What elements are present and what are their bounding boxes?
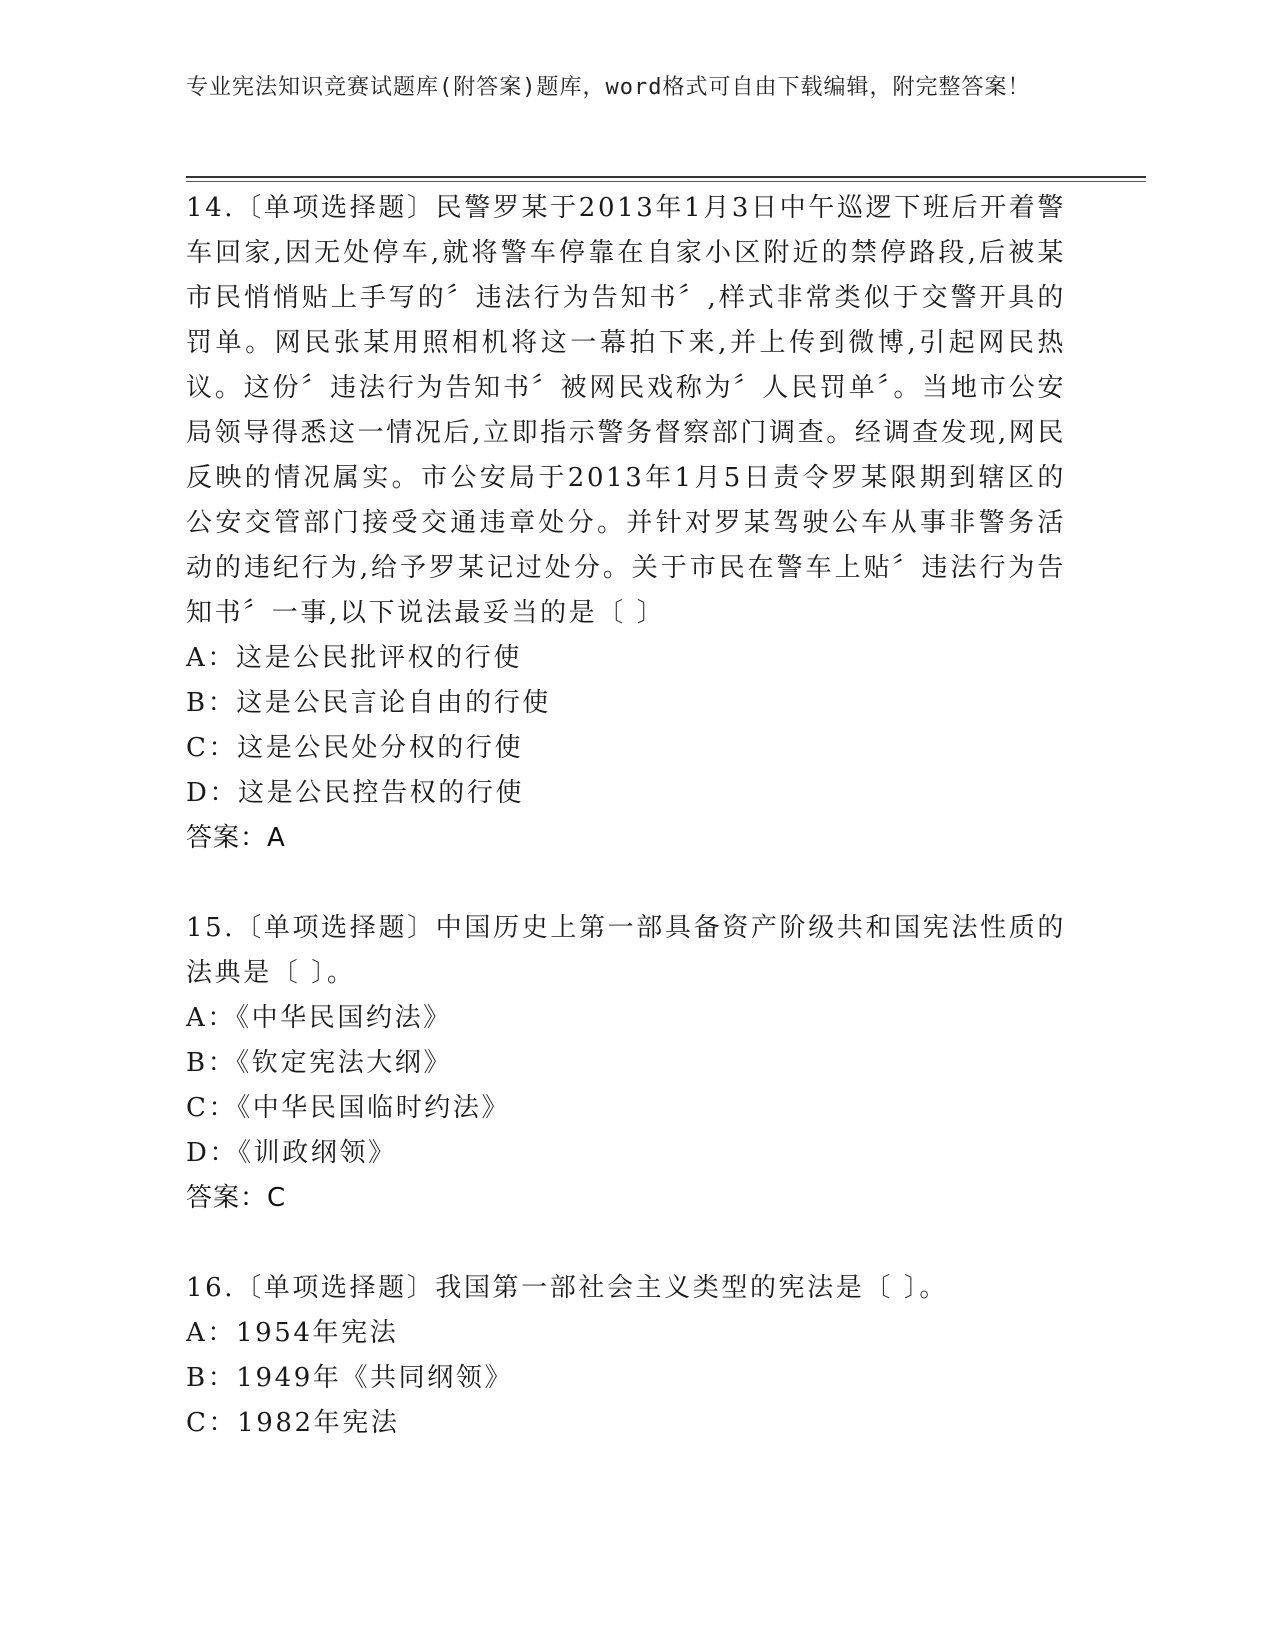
option-c: C：1982年宪法 xyxy=(186,1408,400,1438)
option-b: B：1949年《共同纲领》 xyxy=(186,1363,514,1393)
option-a: A：《中华民国约法》 xyxy=(186,1003,452,1033)
question-15 xyxy=(186,906,1066,1221)
question-16 xyxy=(186,1266,1066,1446)
question-list xyxy=(186,186,1066,1446)
option-d: D：这是公民控告权的行使 xyxy=(186,778,525,808)
question-spacer xyxy=(186,861,1066,906)
option-b: B：《钦定宪法大纲》 xyxy=(186,1048,453,1078)
question-stem: 14.〔单项选择题〕民警罗某于2013年1月3日中午巡逻下班后开着警车回家,因无处停车,就将警车停靠在自家小区附近的禁停路段,后被某市民悄悄贴上手写的〞违法行为告知书〞,样式非常类似于交警开具的罚单。网民张某用照相机将这一幕拍下来,并上传到微博,引起网民热议。这份〞违法行为告知书〞被网民戏称为〞人民罚单〞。当地市公安局领导得悉这一情况后,立即指示警务督察部门调查。经调查发现,网民反映的情况属实。市公安局于2013年1月5日责令罗某限期到辖区的公安交管部门接受交通违章处分。并针对罗某驾驶公车从事非警务活动的违纪行为,给予罗某记过处分。关于市民在警车上贴〞违法行为告知书〞一事,以下说法最妥当的是〔 〕 xyxy=(186,193,1066,628)
option-c: C：《中华民国临时约法》 xyxy=(186,1093,511,1123)
option-c: C：这是公民处分权的行使 xyxy=(186,733,524,763)
question-stem: 16.〔单项选择题〕我国第一部社会主义类型的宪法是〔 〕。 xyxy=(186,1273,949,1303)
question-stem: 15.〔单项选择题〕中国历史上第一部具备资产阶级共和国宪法性质的法典是〔 〕。 xyxy=(186,913,1066,988)
document-header: 专业宪法知识竞赛试题库(附答案)题库，word格式可自由下载编辑，附完整答案！ xyxy=(186,75,1031,100)
header-divider-thin xyxy=(186,181,1146,182)
option-a: A：1954年宪法 xyxy=(186,1318,399,1348)
option-b: B：这是公民言论自由的行使 xyxy=(186,688,551,718)
answer-line: 答案：C xyxy=(186,1183,287,1213)
option-a: A：这是公民批评权的行使 xyxy=(186,643,522,673)
answer-line: 答案：A xyxy=(186,823,286,853)
header-divider xyxy=(186,176,1146,178)
option-d: D：《训政纲领》 xyxy=(186,1138,397,1168)
question-spacer xyxy=(186,1221,1066,1266)
question-14 xyxy=(186,186,1066,861)
